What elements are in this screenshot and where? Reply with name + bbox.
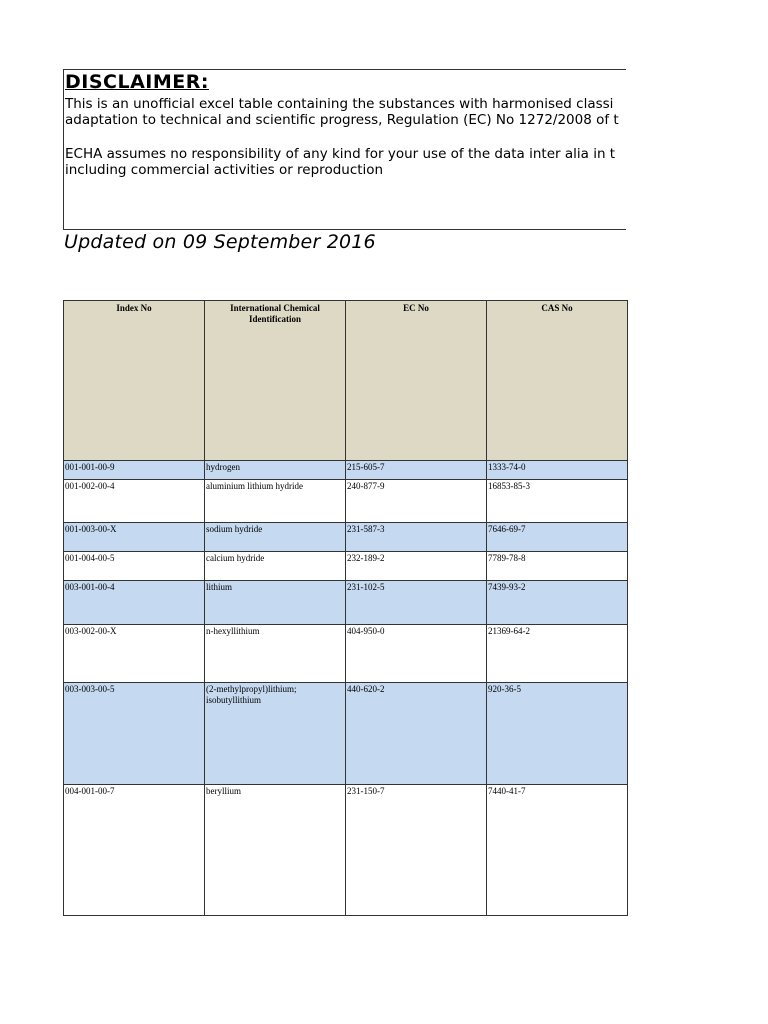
- header-ec-no: EC No: [346, 301, 487, 461]
- cell-cas: 7440-41-7: [487, 785, 628, 916]
- table-row: [64, 785, 628, 916]
- cell-index: 001-003-00-X: [64, 523, 205, 552]
- cell-index: 003-003-00-5: [64, 683, 205, 785]
- cell-index: 001-001-00-9: [64, 461, 205, 480]
- disclaimer-line-3: ECHA assumes no responsibility of any kind for your use of the data inter alia in t: [65, 146, 616, 162]
- cell-index: 001-002-00-4: [64, 480, 205, 523]
- cell-cas: 920-36-5: [487, 683, 628, 785]
- table-row: [64, 461, 628, 480]
- cell-name: aluminium lithium hydride: [205, 480, 346, 523]
- cell-name: lithium: [205, 581, 346, 625]
- cell-name: hydrogen: [205, 461, 346, 480]
- cell-index: 004-001-00-7: [64, 785, 205, 916]
- cell-ec: 232-189-2: [346, 552, 487, 581]
- header-cas-no: CAS No: [487, 301, 628, 461]
- cell-cas: 7646-69-7: [487, 523, 628, 552]
- substances-table: [63, 300, 628, 916]
- cell-name: calcium hydride: [205, 552, 346, 581]
- cell-ec: 215-605-7: [346, 461, 487, 480]
- cell-ec: 404-950-0: [346, 625, 487, 683]
- cell-name: (2-methylpropyl)lithium; isobutyllithium: [205, 683, 346, 785]
- cell-cas: 21369-64-2: [487, 625, 628, 683]
- cell-ec: 231-150-7: [346, 785, 487, 916]
- cell-index: 003-002-00-X: [64, 625, 205, 683]
- cell-ec: 440-620-2: [346, 683, 487, 785]
- cell-ec: 240-877-9: [346, 480, 487, 523]
- cell-cas: 7439-93-2: [487, 581, 628, 625]
- header-chem-id: International Chemical Identification: [205, 301, 346, 461]
- disclaimer-line-1: This is an unofficial excel table containing the substances with harmonised classi: [65, 96, 614, 112]
- cell-name: beryllium: [205, 785, 346, 916]
- cell-name: n-hexyllithium: [205, 625, 346, 683]
- table-row: [64, 552, 628, 581]
- table-row: [64, 523, 628, 552]
- cell-ec: 231-587-3: [346, 523, 487, 552]
- disclaimer-line-4: including commercial activities or reproduction: [65, 162, 384, 178]
- disclaimer-line-2: adaptation to technical and scientific progress, Regulation (EC) No 1272/2008 of t: [65, 112, 619, 128]
- cell-index: 001-004-00-5: [64, 552, 205, 581]
- header-index-no: Index No: [64, 301, 205, 461]
- cell-cas: 7789-78-8: [487, 552, 628, 581]
- cell-index: 003-001-00-4: [64, 581, 205, 625]
- table-row: [64, 625, 628, 683]
- updated-date: Updated on 09 September 2016: [64, 231, 376, 253]
- table-header-row: [64, 301, 628, 461]
- table-row: [64, 581, 628, 625]
- cell-name: sodium hydride: [205, 523, 346, 552]
- disclaimer-title: DISCLAIMER:: [65, 71, 209, 93]
- disclaimer-box: [63, 69, 626, 230]
- table-row: [64, 480, 628, 523]
- table-row: [64, 683, 628, 785]
- cell-cas: 16853-85-3: [487, 480, 628, 523]
- cell-ec: 231-102-5: [346, 581, 487, 625]
- cell-cas: 1333-74-0: [487, 461, 628, 480]
